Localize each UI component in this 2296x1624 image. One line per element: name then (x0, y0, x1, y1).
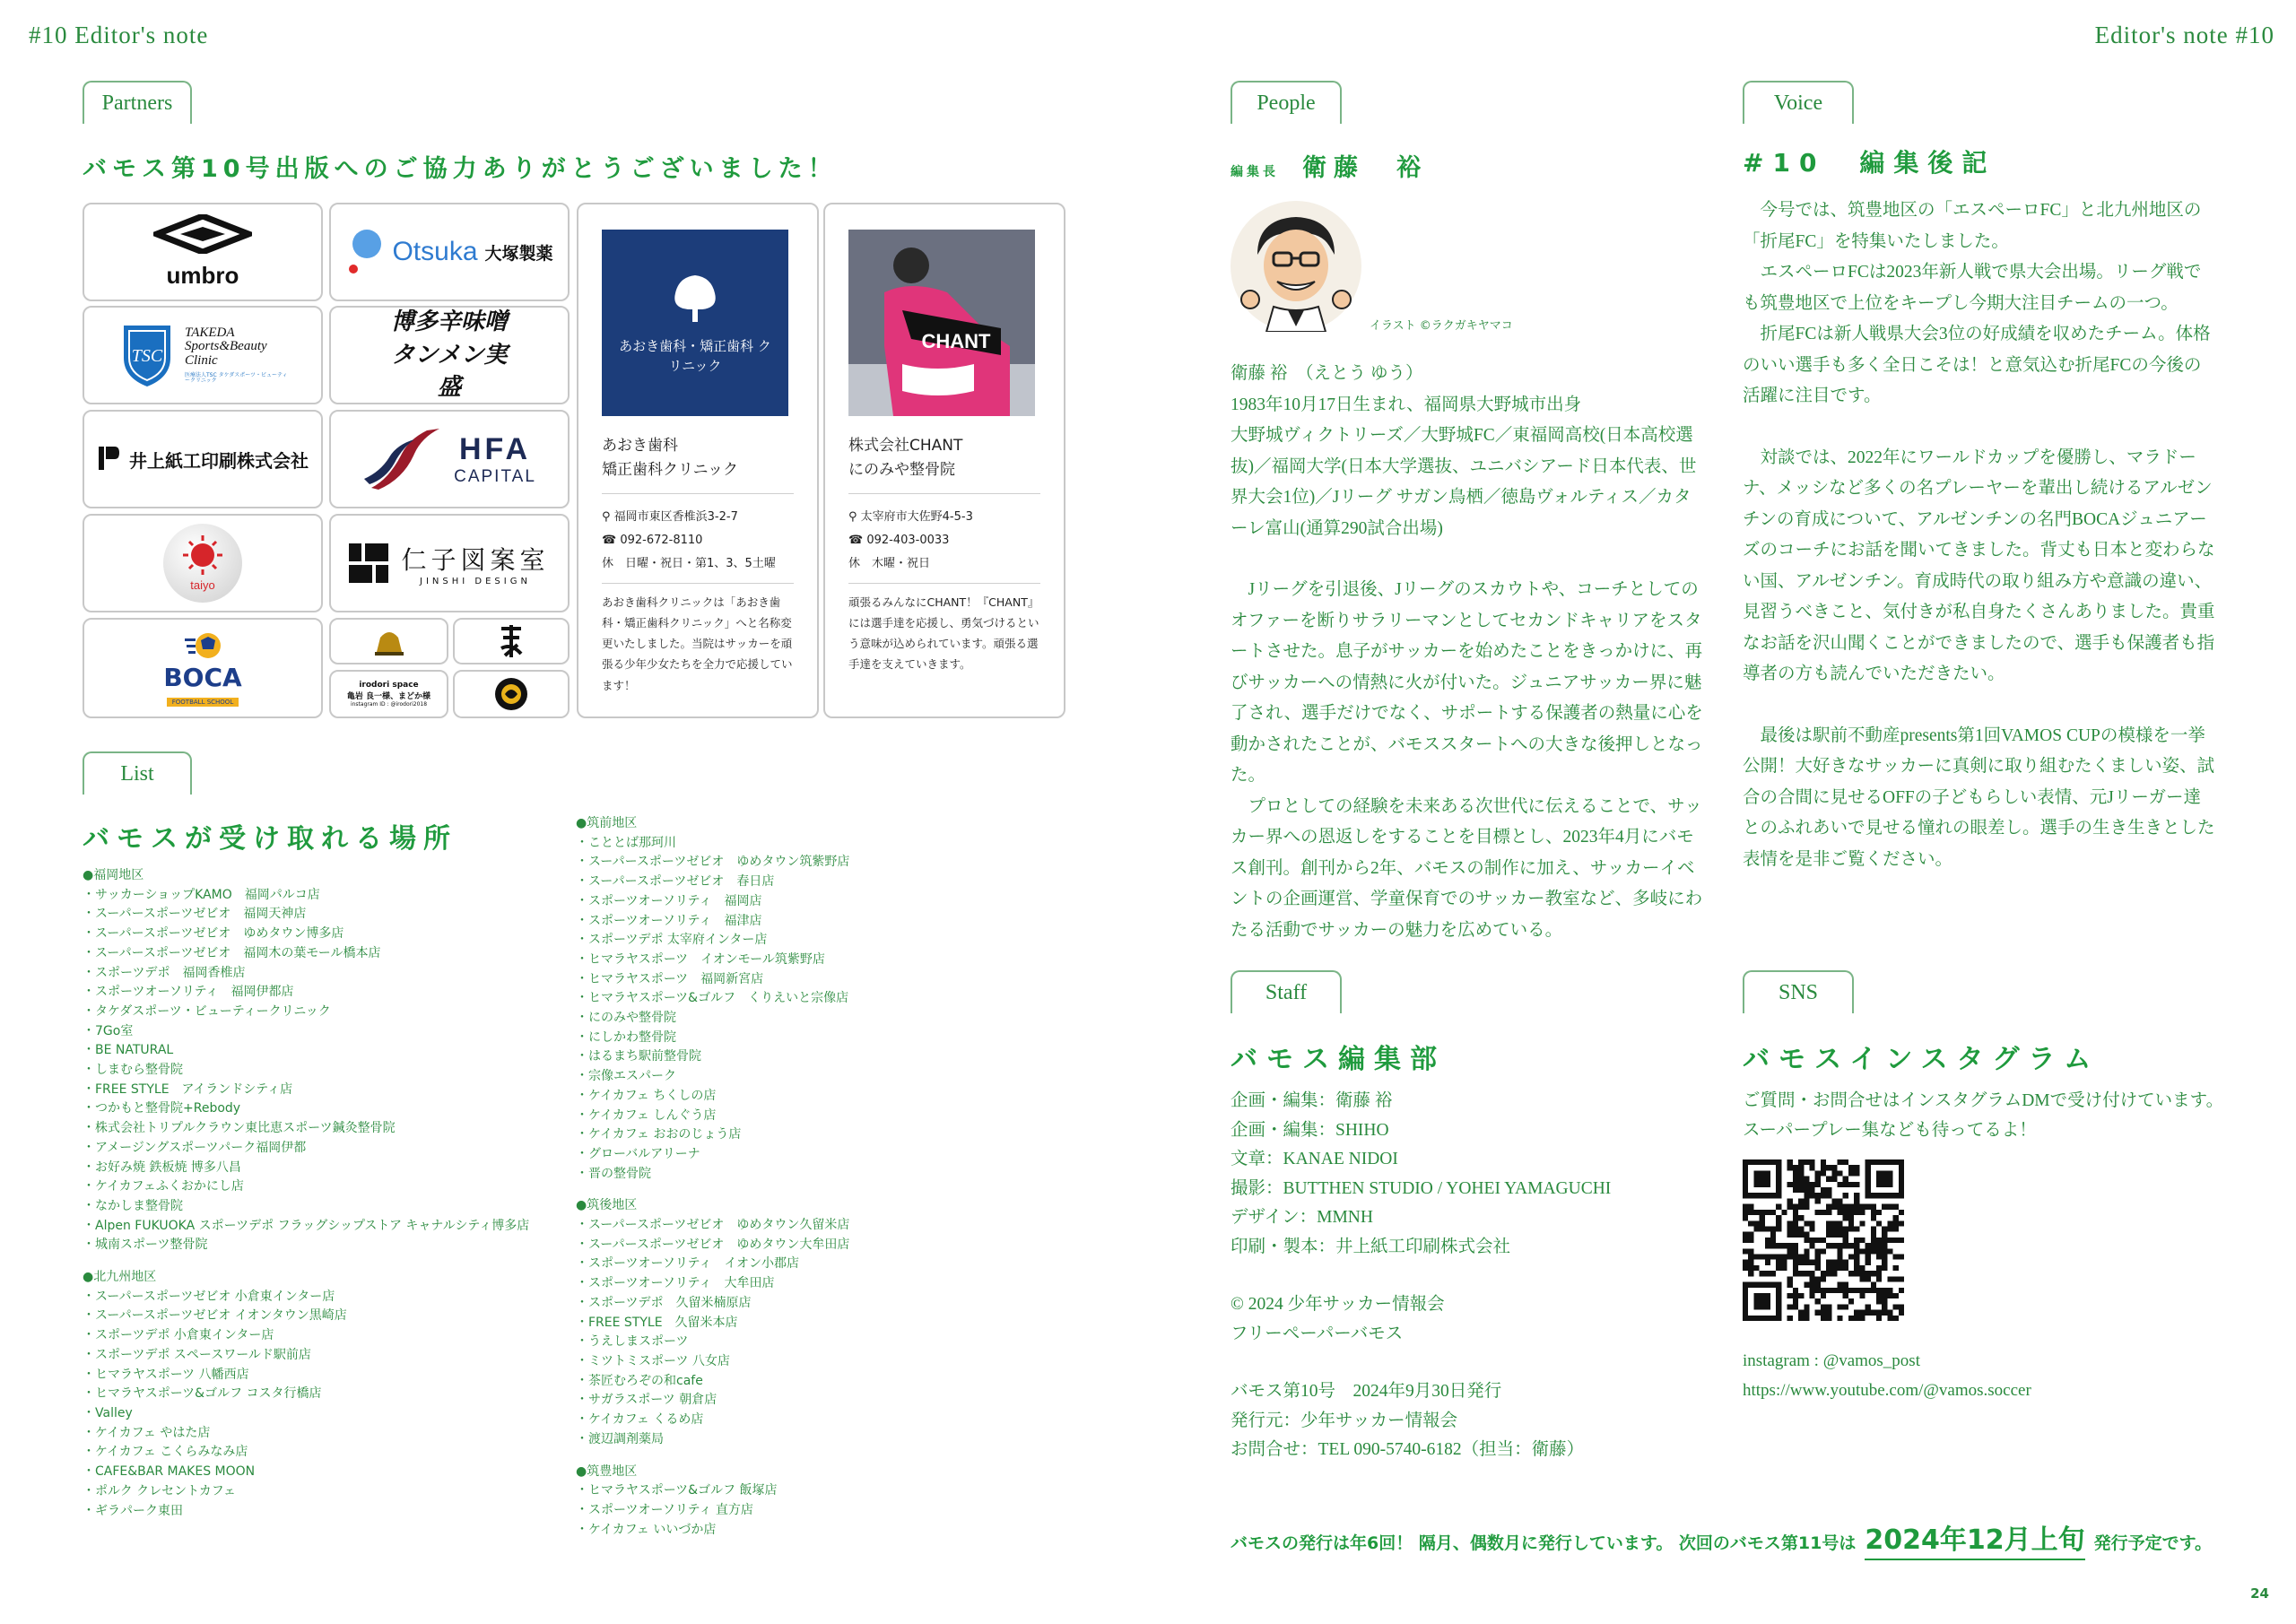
aoki-name (602, 434, 738, 482)
list-column-2 (576, 814, 849, 1540)
header-left: #10 Editor's note (29, 22, 209, 48)
voice-paragraph: 対談では、2022年にワールドカップを優勝し、マラドーナ、メッシなど多くの名プレーヤーを輩出し続けるアルゼンチンの育成について、アルゼンチンの名門BOCAジュニアーズのコーチにお話を聞いてきました。背丈も日本と変わらない国、アルゼンチン。育成時代の取り組み方や意識の違い、見習うべきこと、気付きが私自身たくさんありました。貴重なお話を沢山聞くことができましたので、選手も保護者も指導者の方も読んでいただきたい。 (1743, 447, 2215, 683)
next-issue-date: 2024年12月上旬 (1865, 1517, 2084, 1560)
logo-jinshi (329, 514, 570, 612)
logo-otsuka (329, 203, 570, 301)
list-item: ・ケイカフェ ちくしの店 (576, 1088, 717, 1103)
sns-heading: バモスインスタグラム (1743, 1044, 2100, 1075)
list-item: ・にのみや整骨院 (576, 1011, 676, 1026)
list-item: ・スポーツオーソリティ 福岡店 (576, 893, 762, 908)
list-item: ・サガラスポーツ 朝倉店 (576, 1393, 718, 1408)
list-item: ・茶匠むろぞの和cafe (576, 1373, 703, 1388)
area-heading: ●筑後地区 (576, 1198, 638, 1213)
takeda-shield-icon (120, 322, 174, 388)
pin-icon: ⚲ (848, 510, 861, 524)
illustration-credit: イラスト ©ラクガキヤマコ (1370, 319, 1513, 333)
list-item: ・サッカーショップKAMO 福岡パルコ店 (83, 887, 320, 902)
voice-paragraph: エスペーロFCは2023年新人戦で県大会出場。リーグ戦でも筑豊地区で上位をキープし今期大注目チームの一つ。 (1743, 263, 2202, 313)
list-item: ・タケダスポーツ・ビューティークリニック (83, 1003, 331, 1019)
otsuka-en: Otsuka (392, 237, 478, 266)
chant-photo (848, 230, 1035, 416)
partner-card-aoki (577, 203, 819, 718)
umbro-text: umbro (166, 262, 239, 289)
partners-heading: バモス第10号出版へのご協力ありがとうございました！ (83, 155, 838, 183)
logo-irodori (329, 670, 448, 718)
list-item: ・にしかわ整骨院 (576, 1029, 676, 1045)
list-item: ・こととば那珂川 (576, 835, 676, 850)
list-item: ・7Go室 (83, 1023, 134, 1038)
takeda-title: TAKEDA (185, 325, 235, 340)
list-item: ・なかしま整骨院 (83, 1198, 183, 1213)
list-item: ・ミツトミスポーツ 八女店 (576, 1353, 730, 1368)
list-item: ・晋の整骨院 (576, 1166, 651, 1181)
list-item: ・スポーツオーソリティ イオン小郡店 (576, 1256, 800, 1272)
pin-icon: ⚲ (602, 510, 614, 524)
bio-line: 1983年10月17日生まれ、福岡県大野城市出身 (1231, 395, 1582, 414)
staff-line: 企画・編集：衛藤 裕 (1231, 1091, 1393, 1110)
list-item: ・スポーツデポ スペースワールド駅前店 (83, 1347, 311, 1362)
emblem-icon (493, 676, 529, 712)
people-heading (1231, 148, 1428, 183)
publication-note-post: 発行予定です。 (2093, 1533, 2213, 1553)
ramen-text: 博多辛味噌 タンメン実盛 (390, 308, 508, 402)
voice-body (1743, 195, 2218, 875)
list-item: ・スポーツオーソリティ 福津店 (576, 913, 762, 928)
staff-line: © 2024 少年サッカー情報会 (1231, 1295, 1445, 1314)
player-photo-illustration (848, 230, 1035, 416)
staff-line: フリーペーパーバモス (1231, 1324, 1404, 1343)
hfa-wing-icon (362, 425, 441, 493)
otsuka-drop-icon (345, 228, 385, 276)
list-item: ・ケイカフェ しんぐう店 (576, 1107, 717, 1123)
list-column-1 (83, 866, 529, 1521)
divider (848, 583, 1040, 584)
list-item: ・スポーツオーソリティ 福岡伊都店 (83, 985, 294, 1000)
tab-list: List (83, 751, 192, 795)
people-bio (1231, 359, 1704, 946)
list-item: ・ケイカフェ くるめ店 (576, 1412, 704, 1428)
page-number: 24 (2250, 1585, 2269, 1602)
list-item: ・スポーツオーソリティ 大牟田店 (576, 1276, 775, 1291)
aoki-image-label: あおき歯科・矯正歯科 クリニック (619, 337, 771, 374)
list-item: ・しまむら整骨院 (83, 1063, 183, 1078)
list-item: ・渡辺調剤薬局 (576, 1431, 664, 1446)
staff-line: 企画・編集：SHIHO (1231, 1120, 1389, 1140)
staff-line: 撮影：BUTTHEN STUDIO / YOHEI YAMAGUCHI (1231, 1178, 1612, 1198)
list-item: ・つかもと整骨院+Rebody (83, 1101, 241, 1116)
staff-heading: バモス編集部 (1231, 1044, 1446, 1075)
list-item: ・ケイカフェ こくらみなみ店 (83, 1445, 248, 1460)
logo-small-emblem (453, 670, 570, 718)
list-item: ・ケイカフェ やはた店 (83, 1425, 211, 1440)
list-item: ・ケイカフェ いいづか店 (576, 1522, 717, 1537)
spacer (1231, 1349, 1733, 1377)
staff-line: 発行元：少年サッカー情報会 (1231, 1411, 1458, 1430)
divider (848, 493, 1040, 494)
list-item: ・うえしまスポーツ (576, 1334, 689, 1350)
chant-holiday: 休 木曜・祝日 (848, 557, 931, 570)
jinshi-jp: 仁子図案室 (401, 544, 550, 575)
voice-paragraph: 折尾FCは新人戦県大会3位の好成績を収めたチーム。体格のいい選手も多く全日こそは！と意気込む折尾FCの今後の活躍に注目です。 (1743, 325, 2211, 405)
sns-links (1743, 1347, 2245, 1405)
list-item: ・スーパースポーツゼビオ ゆめタウン博多店 (83, 926, 344, 942)
logo-boca (83, 618, 323, 718)
bio-paragraph: プロとしての経験を未来ある次世代に伝えることで、サッカー界への恩返しをすることを目標とし、2023年4月にバモス創刊。創刊から2年、バモスの制作に加え、サッカーイベントの企画運営、学童保育でのサッカー教室など、多岐にわたる活動でサッカーの魅力を広めている。 (1231, 796, 1703, 940)
list-item: ・スーパースポーツゼビオ 福岡天神店 (83, 907, 307, 922)
area-heading: ●筑前地区 (576, 816, 638, 830)
list-item: ・スポーツデポ 久留米楠原店 (576, 1295, 752, 1310)
taiyo-badge-icon (161, 521, 245, 605)
list-item: ・宗像エスパーク (576, 1069, 676, 1084)
area-heading: ●北九州地区 (83, 1270, 157, 1285)
list-item: ・スポーツデポ 福岡香椎店 (83, 965, 246, 980)
list-item: ・アメージングスポーツパーク福岡伊都 (83, 1140, 307, 1155)
irodori-names: 亀岩 良一様、まどか様 (346, 692, 431, 701)
aoki-name-line2: 矯正歯科クリニック (602, 461, 738, 480)
partner-card-chant (823, 203, 1065, 718)
spacer (1231, 1262, 1733, 1290)
publication-note (1231, 1517, 2212, 1560)
list-item: ・FREE STYLE アイランドシティ店 (83, 1081, 293, 1097)
people-role: 編集長 (1231, 165, 1279, 179)
boca-ball-icon (183, 630, 222, 662)
staff-line: デザイン：MMNH (1231, 1208, 1373, 1227)
jinshi-en: JINSHI DESIGN (420, 576, 531, 586)
instagram-handle[interactable]: instagram : @vamos_post (1743, 1351, 1920, 1370)
bio-line: 衛藤 裕 （えとう ゆう） (1231, 364, 1423, 383)
chant-info (848, 506, 973, 576)
list-item: ・スポーツデポ 太宰府インター店 (576, 933, 768, 948)
spacer (83, 1255, 529, 1268)
boca-text: BOCA (163, 662, 242, 692)
list-item: ・スポーツオーソリティ 直方店 (576, 1502, 753, 1517)
logo-inoue (83, 410, 323, 508)
aoki-holiday: 休 日曜・祝日・第1、3、5土曜 (602, 557, 776, 570)
sns-text (1743, 1087, 2245, 1145)
list-item: ・ヒマラヤスポーツ イオンモール筑紫野店 (576, 951, 825, 967)
list-item: ・ケイカフェ おおのじょう店 (576, 1127, 742, 1142)
qr-code-icon[interactable] (1743, 1159, 1904, 1321)
list-item: ・ヒマラヤスポーツ 八幡西店 (83, 1367, 249, 1382)
logo-hfa (329, 410, 570, 508)
logo-ramen (329, 306, 570, 404)
staff-credits (1231, 1087, 1733, 1465)
youtube-link[interactable]: https://www.youtube.com/@vamos.soccer (1743, 1380, 2031, 1400)
staff-line: お問合せ：TEL 090-5740-6182（担当：衛藤） (1231, 1440, 1585, 1459)
chant-name-line2: にのみや整骨院 (848, 461, 955, 480)
svg-text:CHANT: CHANT (921, 330, 991, 352)
spacer (576, 1450, 849, 1463)
list-heading: バモスが受け取れる場所 (83, 823, 457, 855)
list-item: ・ポルク クレセントカフェ (83, 1483, 237, 1498)
chant-tel: 092-403-0033 (866, 534, 950, 547)
chant-name (848, 434, 962, 482)
list-item: ・はるまち駅前整骨院 (576, 1049, 701, 1064)
inoue-text: 井上紙工印刷株式会社 (129, 449, 309, 472)
takeda-title-2: Sports&Beauty (185, 339, 267, 354)
list-item: ・グローバルアリーナ (576, 1146, 700, 1161)
hfa-capital: CAPITAL (454, 466, 536, 486)
jinshi-grid-icon (349, 543, 388, 583)
divider (602, 493, 794, 494)
crest-icon (371, 625, 407, 657)
list-item: ・スポーツデポ 小倉東インター店 (83, 1328, 274, 1343)
voice-paragraph: 最後は駅前不動産presents第1回VAMOS CUPの模様を一挙公開！大好きなサッカーに真剣に取り組むたくましい姿、試合の合間に見せるOFFの子どもらしい表情、元Jリーガー達とのふれあいで見せる憧れの眼差し。選手の生き生きとした表情を是非ご覧ください。 (1743, 725, 2215, 869)
list-item: ・CAFE&BAR MAKES MOON (83, 1464, 256, 1480)
svg-text:TSC: TSC (131, 346, 163, 366)
bio-line: 大野城ヴィクトリーズ／大野城FC／東福岡高校(日本高校選抜)／福岡大学(日本大学選抜、ユニバシアード日本代表、世界大会1位)／Jリーグ サガン鳥栖／徳島ヴォルティス／カターレ富山(通算290試合出場) (1231, 426, 1697, 538)
sns-line: ご質問・お問合せはインスタグラムDMで受け付けています。 (1743, 1091, 2224, 1110)
list-item: ・ギラパーク東田 (83, 1503, 183, 1518)
chant-description: 頑張るみんなにCHANT！『CHANT』には選手達を応援し、勇気づけるという意味が込められています。頑張る選手達を支えていきます。 (848, 595, 1039, 672)
aoki-logo-image (602, 230, 788, 416)
bio-paragraph: Jリーグを引退後、Jリーグのスカウトや、コーチとしてのオファーを断りサラリーマンとしてセカンドキャリアをスタートさせた。息子がサッカーを始めたことをきっかけに、再びサッカーへの情熱に火が付いた。ジュニアサッカー界に魅了され、選手だけでなく、サポートする保護者の熱量に心を動かされたことが、バモススタートへの大きな後押しとなった。 (1231, 580, 1703, 785)
staff-line: バモス第10号 2024年9月30日発行 (1231, 1382, 1502, 1401)
spacer (1743, 413, 2218, 443)
irodori-title: irodori space (359, 681, 419, 690)
list-item: ・BE NATURAL (83, 1043, 174, 1058)
list-item: ・株式会社トリプルクラウン東比恵スポーツ鍼灸整骨院 (83, 1121, 396, 1136)
people-name: 衛藤 裕 (1302, 154, 1428, 182)
publication-note-pre: バモスの発行は年6回！ 隔月、偶数月に発行しています。 次回のバモス第11号は (1231, 1533, 1857, 1553)
tab-people: People (1231, 81, 1342, 124)
spacer (1743, 690, 2218, 721)
list-item: ・ケイカフェふくおかにし店 (83, 1179, 244, 1194)
editor-illustration-avatar (1231, 201, 1361, 332)
inoue-mark-icon (97, 445, 120, 473)
logo-takeda (83, 306, 323, 404)
staff-line: 印刷・製本：井上紙工印刷株式会社 (1231, 1237, 1511, 1256)
staff-line: 文章：KANAE NIDOI (1231, 1150, 1398, 1168)
voice-heading: #10 編集後記 (1743, 148, 1996, 178)
logo-small-calligraphy (453, 618, 570, 664)
list-item: ・Valley (83, 1405, 133, 1420)
area-heading: ●福岡地区 (83, 868, 144, 882)
list-item: ・城南スポーツ整骨院 (83, 1238, 208, 1253)
otsuka-jp: 大塚製薬 (484, 243, 553, 264)
aoki-tel: 092-672-8110 (620, 534, 703, 547)
list-item: ・スーパースポーツゼビオ イオンタウン黒崎店 (83, 1308, 347, 1324)
list-item: ・お好み焼 鉄板焼 博多八昌 (83, 1159, 241, 1175)
list-item: ・スーパースポーツゼビオ 春日店 (576, 874, 775, 890)
chant-name-line1: 株式会社CHANT (848, 437, 963, 455)
list-item: ・Alpen FUKUOKA スポーツデポ フラッグシップストア キャナルシティ博多店 (83, 1218, 530, 1233)
irodori-instagram: instagram ID : @irodori2018 (350, 701, 428, 708)
list-item: ・スーパースポーツゼビオ ゆめタウン久留米店 (576, 1218, 850, 1233)
boca-sub: FOOTBALL SCHOOL (167, 698, 239, 707)
sns-line: スーパープレー集なども待ってるよ！ (1743, 1120, 2037, 1140)
tab-partners: Partners (83, 81, 192, 124)
aoki-description: あおき歯科クリニックは「あおき歯科・矯正歯科クリニック」へと名称変更いたしました。当院はサッカーを頑張る少年少女たちを全力で応援しています！ (602, 595, 793, 692)
list-item: ・ヒマラヤスポーツ 福岡新宮店 (576, 971, 764, 986)
list-item: ・ヒマラヤスポーツ&ゴルフ コスタ行橋店 (83, 1386, 322, 1402)
tab-staff: Staff (1231, 970, 1342, 1013)
svg-text:taiyo: taiyo (190, 578, 215, 592)
takeda-title-3: Clinic (185, 353, 218, 369)
header-right: Editor's note #10 (2094, 22, 2274, 48)
spacer (576, 1184, 849, 1196)
hfa-text: HFA (459, 431, 531, 466)
list-item: ・スーパースポーツゼビオ ゆめタウン筑紫野店 (576, 855, 850, 870)
list-item: ・スーパースポーツゼビオ ゆめタウン大牟田店 (576, 1237, 850, 1252)
phone-icon: ☎ (848, 534, 867, 547)
divider (602, 583, 794, 584)
calligraphy-mark-icon (498, 623, 525, 659)
voice-paragraph: 今号では、筑豊地区の「エスペーロFC」と北九州地区の「折尾FC」を特集いたしました。 (1743, 201, 2202, 251)
aoki-name-line1: あおき歯科 (602, 437, 678, 455)
list-item: ・スーパースポーツゼビオ 小倉東インター店 (83, 1289, 335, 1304)
aoki-address: 福岡市東区香椎浜3-2-7 (613, 510, 738, 524)
tab-voice: Voice (1743, 81, 1854, 124)
chant-address: 太宰府市大佐野4-5-3 (860, 510, 973, 524)
list-item: ・FREE STYLE 久留米本店 (576, 1315, 738, 1330)
list-item: ・ヒマラヤスポーツ&ゴルフ くりえいと宗像店 (576, 991, 849, 1006)
logo-umbro (83, 203, 323, 301)
spacer (1231, 544, 1704, 575)
logo-taiyo (83, 514, 323, 612)
tab-sns: SNS (1743, 970, 1854, 1013)
phone-icon: ☎ (602, 534, 621, 547)
aoki-info (602, 506, 776, 576)
list-item: ・ヒマラヤスポーツ&ゴルフ 飯塚店 (576, 1483, 778, 1498)
takeda-sub: 医療法人TSC タケダスポーツ・ビューティークリニック (185, 371, 288, 385)
list-item: ・スーパースポーツゼビオ 福岡木の葉モール橋本店 (83, 945, 381, 960)
area-heading: ●筑豊地区 (576, 1463, 638, 1479)
logo-small-crest (329, 618, 448, 664)
umbro-diamond-icon (153, 214, 252, 254)
tree-icon (666, 270, 724, 327)
